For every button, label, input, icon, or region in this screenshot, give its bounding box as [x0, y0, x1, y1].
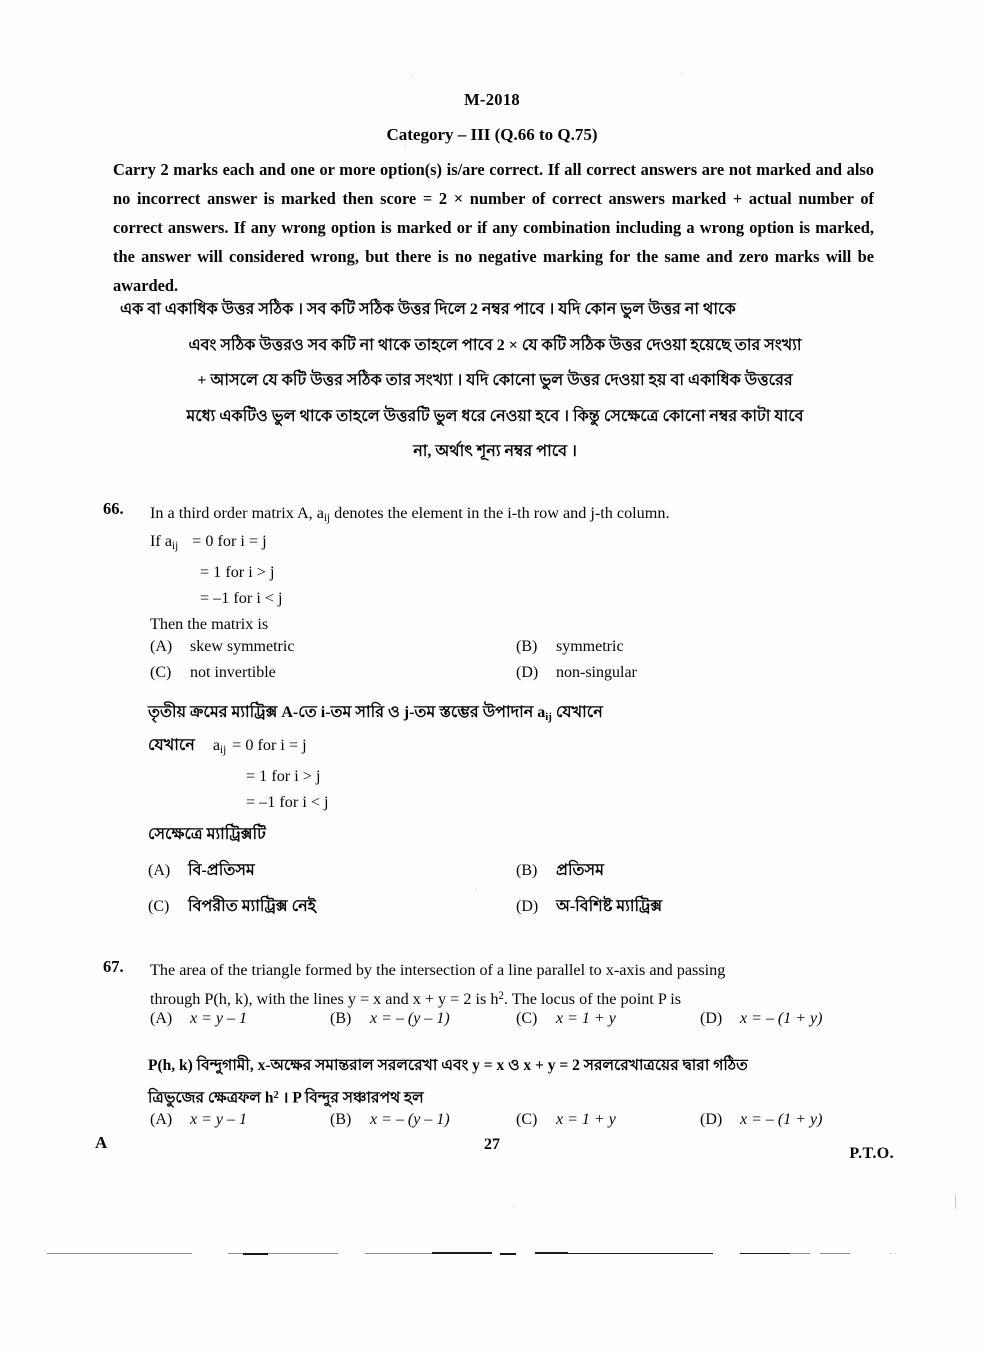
q67-option-a-tag: (A) [150, 1010, 173, 1027]
scan-artifact-line [47, 1253, 192, 1254]
scan-speck [513, 1205, 514, 1206]
q67-stem-text-1: The area of the triangle formed by the intersection of a line parallel to x-axis and passing [150, 961, 726, 979]
q67-bn-option-c[interactable] [516, 1111, 616, 1129]
q66-bn-option-a[interactable] [148, 857, 255, 884]
q67-bn-option-c-label: x = 1 + y [556, 1111, 616, 1128]
q67-option-d[interactable] [700, 1010, 822, 1028]
q67-bn-option-c-tag: (C) [516, 1111, 538, 1128]
q66-bn-cond-1: = 0 for i = j [232, 736, 307, 754]
booklet-code: A [95, 1133, 108, 1152]
q66-cond-subscript: ij [172, 540, 179, 553]
q67-option-c-tag: (C) [516, 1010, 538, 1027]
scan-artifact-line [740, 1253, 790, 1254]
q66-bn-stem-subscript: ij [545, 711, 552, 724]
q66-stem-text-a: In a third order matrix A, a [150, 504, 324, 522]
q67-stem-text-2b: . The locus of the point P is [503, 989, 682, 1008]
document-code: M-2018 [464, 90, 520, 109]
instruction-bengali-line: না, অর্থাৎ শূন্য নম্বর পাবে । [413, 443, 577, 460]
q67-option-b-tag: (B) [330, 1010, 352, 1027]
question-66-english-conditions [150, 528, 283, 637]
q66-bn-cond-3: = –1 for i < j [246, 793, 329, 812]
q66-option-c-tag: (C) [150, 664, 172, 681]
q66-option-a-tag: (A) [150, 638, 173, 655]
q66-bn-condition-line-1 [148, 732, 329, 763]
q66-bn-option-b-tag: (B) [516, 862, 538, 879]
q67-option-c-label: x = 1 + y [556, 1010, 616, 1027]
scan-speck [955, 1195, 956, 1209]
q67-bn-option-a[interactable] [150, 1111, 247, 1129]
q66-bn-option-d-tag: (D) [516, 898, 539, 915]
question-66-bengali-conditions [148, 732, 329, 815]
q66-cond-1: = 0 for i = j [192, 532, 267, 550]
scan-artifact-line [568, 1253, 713, 1254]
q67-bn-option-b-label: x = – (y – 1) [370, 1111, 450, 1128]
q67-bn-option-d[interactable] [700, 1111, 822, 1129]
page-number: 27 [484, 1136, 500, 1153]
q66-option-b[interactable] [516, 638, 624, 656]
q67-bn-text-2a: ত্রিভুজের ক্ষেত্রফল h [148, 1089, 274, 1107]
q66-bn-option-d-label: অ-বিশিষ্ট ম্যাট্রিক্স [556, 898, 663, 915]
q67-option-b[interactable] [330, 1010, 450, 1028]
q66-option-a-label: skew symmetric [190, 638, 295, 655]
question-number-66: 66. [103, 499, 124, 518]
question-number-67: 67. [103, 957, 124, 976]
q66-bn-option-b[interactable] [516, 857, 604, 884]
q66-cond-prefix: If a [150, 532, 173, 550]
scan-artifact-line [243, 1253, 268, 1255]
q67-stem-text-2a: through P(h, k), with the lines y = x and x + y = 2 is h [150, 989, 499, 1008]
q66-bengali-closing: সেক্ষেত্রে ম্যাট্রিক্সটি [148, 826, 266, 843]
question-66-bengali-stem [148, 700, 603, 730]
q66-cond-2: = 1 for i > j [200, 563, 275, 582]
instruction-bengali-line: এক বা একাধিক উত্তর সঠিক । সব কটি সঠিক উত্তর দিলে 2 নম্বর পাবে । যদি কোন ভুল উত্তর না থাকে [120, 301, 736, 318]
q66-bn-option-c[interactable] [148, 893, 316, 920]
q67-bn-text-2b: । P বিন্দুর সঞ্চারপথ হল [278, 1089, 424, 1107]
q67-option-b-label: x = – (y – 1) [370, 1010, 450, 1027]
q66-bn-option-d[interactable] [516, 893, 662, 920]
scan-artifact-line [500, 1253, 516, 1255]
q66-condition-line-1 [150, 528, 283, 559]
q67-option-d-tag: (D) [700, 1010, 723, 1027]
instruction-bengali-line: এবং সঠিক উত্তরও সব কটি না থাকে তাহলে পাবে 2 × যে কটি সঠিক উত্তর দেওয়া হয়েছে তার সংখ্যা [188, 336, 802, 354]
q66-closing: Then the matrix is [150, 615, 269, 634]
q67-bn-option-a-label: x = y – 1 [190, 1111, 247, 1128]
q66-bn-cond-subscript: ij [220, 744, 227, 757]
scan-speck [405, 145, 406, 146]
q66-condition-line-3 [150, 585, 283, 611]
q66-stem-line [150, 500, 890, 531]
q67-bn-line-1 [148, 1053, 888, 1079]
q67-bn-option-b-tag: (B) [330, 1111, 352, 1128]
q66-option-c-label: not invertible [190, 664, 276, 681]
q66-stem-subscript: ij [323, 512, 331, 525]
q67-bn-line-2 [148, 1083, 888, 1112]
q66-bn-option-a-tag: (A) [148, 862, 171, 879]
q67-bn-option-a-tag: (A) [150, 1111, 173, 1128]
q67-option-a-label: x = y – 1 [190, 1010, 247, 1027]
q67-bn-option-b[interactable] [330, 1111, 450, 1129]
category-header: Category – III (Q.66 to Q.75) [386, 125, 598, 144]
q66-option-b-label: symmetric [556, 638, 624, 655]
q67-option-d-label: x = – (1 + y) [740, 1010, 823, 1027]
q66-bn-option-a-label: বি-প্রতিসম [188, 862, 255, 879]
q67-stem-line-2 [150, 983, 890, 1012]
q66-closing-line [150, 611, 283, 637]
q66-bn-option-c-label: বিপরীত ম্যাট্রিক্স নেই [188, 898, 316, 915]
q66-bn-condition-line-2 [148, 763, 329, 789]
scan-speck [681, 74, 682, 75]
q66-option-d-label: non-singular [556, 664, 637, 681]
scan-artifact-line [535, 1252, 568, 1254]
q66-bn-stem-b: যেখানে [551, 704, 603, 721]
question-67-english-stem [150, 957, 890, 1012]
q66-cond-3: = –1 for i < j [200, 589, 283, 608]
q67-option-a[interactable] [150, 1010, 247, 1028]
scan-artifact-line [432, 1252, 492, 1254]
q66-option-d-tag: (D) [516, 664, 539, 681]
q66-bn-condition-line-3 [148, 789, 329, 815]
instruction-bengali-line: + আসলে যে কটি উত্তর সঠিক তার সংখ্যা । যদি কোনো ভুল উত্তর দেওয়া হয় বা একাধিক উত্তরের [197, 372, 793, 389]
q66-bn-where-label: যেখানে [148, 737, 195, 754]
q66-bn-option-b-label: প্রতিসম [556, 862, 604, 879]
q66-option-a[interactable] [150, 638, 294, 656]
question-67-bengali-stem [148, 1053, 888, 1112]
q67-option-c[interactable] [516, 1010, 616, 1028]
q66-bn-option-c-tag: (C) [148, 898, 170, 915]
instructions-bengali [120, 292, 870, 470]
q66-bn-cond-var: a [212, 736, 221, 754]
q66-condition-line-2 [150, 559, 283, 585]
q67-bn-option-d-label: x = – (1 + y) [740, 1111, 823, 1128]
q66-option-d[interactable] [516, 664, 637, 682]
q66-stem-text-b: denotes the element in the i-th row and j-th column. [330, 504, 670, 522]
q67-stem-superscript: 2 [498, 990, 504, 1002]
instruction-bengali-line: মধ্যে একটিও ভুল থাকে তাহলে উত্তরটি ভুল ধরে নেওয়া হবে । কিন্তু সেক্ষেত্রে কোনো নম্বর কাটা যাবে [186, 407, 804, 425]
q67-stem-line-1 [150, 957, 890, 983]
scan-speck [412, 75, 413, 76]
q66-bn-stem-a: তৃতীয় ক্রমের ম্যাট্রিক্স A-তে i-তম সারি ও j-তম স্তম্ভের উপাদান a [148, 704, 546, 721]
question-66-english-stem [150, 500, 890, 531]
scan-artifact-line [820, 1253, 850, 1254]
q66-option-c[interactable] [150, 664, 276, 682]
q66-option-b-tag: (B) [516, 638, 538, 655]
scan-artifact-line [790, 1253, 810, 1254]
q67-bn-superscript: 2 [273, 1090, 279, 1101]
turn-over-label: P.T.O. [849, 1145, 894, 1162]
scan-speck [895, 1253, 896, 1254]
q66-bn-cond-2: = 1 for i > j [246, 767, 321, 786]
q67-bn-option-d-tag: (D) [700, 1111, 723, 1128]
q67-bn-text-1: P(h, k) বিন্দুগামী, x-অক্ষের সমান্তরাল সরলরেখা এবং y = x ও x + y = 2 সরলরেখাত্রয়ের দ্বারা গঠিত [148, 1057, 748, 1074]
scan-speck [475, 889, 476, 890]
instructions-english: Carry 2 marks each and one or more option(s) is/are correct. If all correct answers are not marked and also no incorrect answer is marked then score = 2 × number of correct answers marked + actual number of correct answers. If any wrong option is marked or if any combination including a wrong option is marked, the answer will considered wrong, but there is no negative marking for the same and zero marks will be awarded. [113, 160, 874, 295]
scan-speck [890, 1253, 891, 1254]
